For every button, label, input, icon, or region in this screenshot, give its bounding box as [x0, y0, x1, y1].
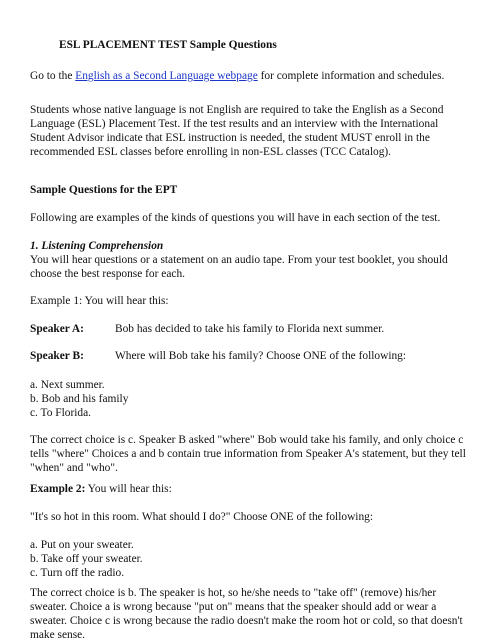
example-2-explanation: The correct choice is b. The speaker is hot, so he/she needs to "take off" (remove) his/her sweater. Choice a is wrong because "put on" means that the speaker should add or wear a sweater. Choice c is wrong because the radio doesn't make the room hot or cold, so that doesn't make sense. — [30, 587, 463, 641]
example-2-intro-rest: You will hear this: — [85, 483, 172, 495]
speaker-a-line — [30, 322, 384, 336]
listening-comprehension-description: You will hear questions or a statement on an audio tape. From your test booklet, you should choose the best response for each. — [30, 254, 448, 280]
example-1-intro: Example 1: You will hear this: — [30, 295, 169, 307]
example-2-quote: "It's so hot in this room. What should I do?" Choose ONE of the following: — [30, 511, 374, 523]
choice-item: b. Bob and his family — [30, 393, 129, 405]
listening-comprehension-heading: 1. Listening Comprehension — [30, 240, 164, 252]
page-title: ESL PLACEMENT TEST Sample Questions — [59, 39, 277, 51]
intro-paragraph — [30, 69, 470, 83]
example-1-explanation: The correct choice is c. Speaker B asked "where" Bob would take his family, and only choice c tells "where" Choices a and b contain true information from Speaker A's statement, but they tell "when" and "who". — [30, 434, 466, 474]
intro-prefix: Go to the — [30, 70, 76, 82]
speaker-b-line — [30, 349, 406, 363]
speaker-a-label: Speaker A: — [30, 323, 84, 335]
choice-item: a. Put on your sweater. — [30, 539, 134, 551]
example-2-label: Example 2: — [30, 483, 86, 495]
example-2-intro — [30, 482, 470, 496]
example-1-choices — [30, 378, 128, 420]
following-paragraph: Following are examples of the kinds of questions you will have in each section of the test. — [30, 212, 441, 224]
choice-item: a. Next summer. — [30, 379, 105, 391]
speaker-b-label: Speaker B: — [30, 350, 84, 362]
example-2-choices — [30, 538, 143, 580]
requirement-paragraph: Students whose native language is not English are required to take the English as a Second Language (ESL) Placement Test. If the test results and an interview with the International Student Advisor indicate that ESL instruction is needed, the student MUST enroll in the recommended ESL classes before enrolling in non-ESL classes (TCC Catalog). — [30, 104, 444, 158]
intro-suffix: for complete information and schedules. — [257, 70, 445, 82]
choice-item: c. Turn off the radio. — [30, 567, 125, 579]
choice-item: c. To Florida. — [30, 407, 92, 419]
esl-webpage-link[interactable]: English as a Second Language webpage — [75, 70, 258, 82]
speaker-a-text: Bob has decided to take his family to Florida next summer. — [115, 323, 385, 335]
choice-item: b. Take off your sweater. — [30, 553, 143, 565]
sample-questions-heading: Sample Questions for the EPT — [30, 184, 178, 196]
speaker-b-text: Where will Bob take his family? Choose ONE of the following: — [115, 350, 407, 362]
